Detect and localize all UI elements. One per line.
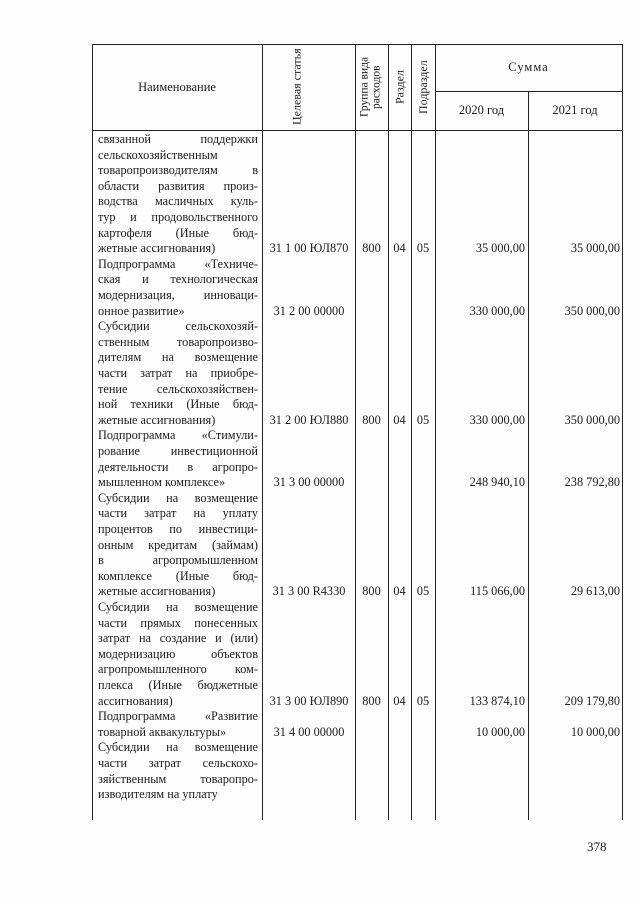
row-subsection: 05 [416,412,430,427]
row-name-line: Субсидии на возмещение [98,600,258,614]
row-name-line: онное развитие» [98,303,185,318]
row-section: 04 [393,584,406,599]
row-sum-2021: 10 000,00 [570,724,620,739]
row-name-line: в агропромышленном [98,553,258,568]
row-sum-2021: 209 179,80 [564,693,620,708]
row-name-line: картофеля (Иные бюд- [98,225,258,240]
row-name [98,600,258,709]
row-name-line: Подпрограмма «Техниче- [98,256,258,271]
row-sum-2021: 35 000,00 [570,241,620,256]
row-name-line: рование инвестиционной [98,443,258,458]
row-name-line: товарной аквакультуры» [98,724,227,739]
row-expense-group: 800 [362,241,381,256]
header-sum: Сумма [508,60,549,74]
table-row [92,428,622,490]
table-row [92,709,622,740]
row-name-line: водства масличных куль- [98,194,258,209]
row-expense-group: 800 [362,412,381,427]
row-target-code: 31 1 00 ЮЛ870 [269,241,349,256]
row-expense-group: 800 [362,693,381,708]
table-row [92,740,622,802]
row-sum-2021: 350 000,00 [564,303,620,318]
row-name-line: жетные ассигнования) [98,241,216,256]
row-section: 04 [393,693,406,708]
row-name-line: жетные ассигнования) [98,584,216,599]
row-name-line: части прямых понесенных [98,615,258,630]
row-sum-2020: 330 000,00 [469,412,525,427]
row-name-line: Подпрограмма «Стимули- [98,428,258,443]
row-name [98,319,258,428]
table-row [92,600,622,709]
row-name-line: Субсидии на возмещение [98,740,258,755]
header-subsection: Подраздел [416,60,430,114]
row-target-code: 31 4 00 00000 [273,724,345,739]
header-year-2020: 2020 год [458,103,505,117]
header-target: Целевая статья [289,48,304,126]
row-subsection: 05 [416,584,430,599]
row-name-line: ственным товаропроизво- [98,334,258,349]
row-name-line: деятельности в агропро- [98,459,258,474]
table-row [92,257,622,319]
row-name [98,132,258,257]
row-name-line: зяйственным товаропро- [98,771,258,786]
row-name-line: части затрат на приобре- [98,365,258,380]
row-name [98,709,258,740]
row-name-line: жетные ассигнования) [98,412,216,427]
row-section: 04 [393,241,406,256]
row-name-line: мышленном комплексе» [98,475,226,490]
row-target-code: 31 3 00 00000 [273,475,345,490]
row-sum-2020: 330 000,00 [469,303,525,318]
row-name [98,740,258,802]
row-target-code: 31 2 00 ЮЛ880 [269,412,349,427]
table-row [92,491,622,600]
row-name-line: сельскохозяйственным [98,147,218,162]
page-number: 378 [587,839,607,854]
row-name-line: области развития произ- [98,178,258,193]
row-name-line: связанной поддержки [98,132,258,146]
row-name [98,491,258,600]
header-group: Группа вида расходов [358,56,383,118]
row-name-line: тение сельскохозяйствен- [98,381,258,396]
header-name: Наименование [138,79,216,94]
row-name-line: ной техники (Иные бюд- [98,397,258,412]
row-name-line: Субсидии сельскохозяй- [98,319,258,334]
budget-table [92,44,622,820]
row-sum-2020: 248 940,10 [469,475,525,490]
row-sum-2020: 35 000,00 [475,241,525,256]
row-name-line: комплексе (Иные бюд- [98,568,258,583]
row-target-code: 31 3 00 R4330 [272,584,346,599]
row-name-line: Субсидии на возмещение [98,490,258,505]
row-name-line: дителям на возмещение [98,350,258,365]
row-expense-group: 800 [362,584,381,599]
row-name-line: изводителям на уплату [98,787,218,802]
row-sum-2021: 29 613,00 [570,584,620,599]
row-name-line: части затрат сельскохо- [98,755,258,770]
row-name-line: ская и технологическая [98,272,258,287]
row-sum-2021: 350 000,00 [564,412,620,427]
table-row [92,319,622,428]
row-subsection: 05 [416,241,430,256]
header-section: Раздел [392,70,407,104]
row-name-line: части затрат на уплату [98,506,258,521]
row-name [98,257,258,319]
row-sum-2020: 133 874,10 [469,693,525,708]
row-name-line: плекса (Иные бюджетные [98,677,258,692]
row-name-line: товаропроизводителям в [98,163,258,178]
row-name-line: Подпрограмма «Развитие [98,709,258,724]
row-name-line: модернизация, инноваци- [98,287,258,302]
row-section: 04 [393,412,406,427]
row-name-line: онным кредитам (займам) [98,537,258,552]
row-name-line: процентов по инвестици- [98,521,258,536]
row-sum-2020: 115 066,00 [470,584,525,599]
row-target-code: 31 3 00 ЮЛ890 [269,693,349,708]
row-name [98,428,258,490]
row-name-line: модернизацию объектов [98,646,258,661]
row-target-code: 31 2 00 00000 [273,303,345,318]
header-year-2021: 2021 год [552,103,598,117]
row-subsection: 05 [416,693,430,708]
row-name-line: затрат на создание и (или) [98,631,258,646]
row-sum-2020: 10 000,00 [475,724,525,739]
row-name-line: ассигнования) [98,693,173,708]
row-name-line: тур и продовольственного [98,209,258,224]
row-sum-2021: 238 792,80 [564,475,620,490]
table-row [92,132,622,257]
row-name-line: агропромышленного ком- [98,662,258,677]
